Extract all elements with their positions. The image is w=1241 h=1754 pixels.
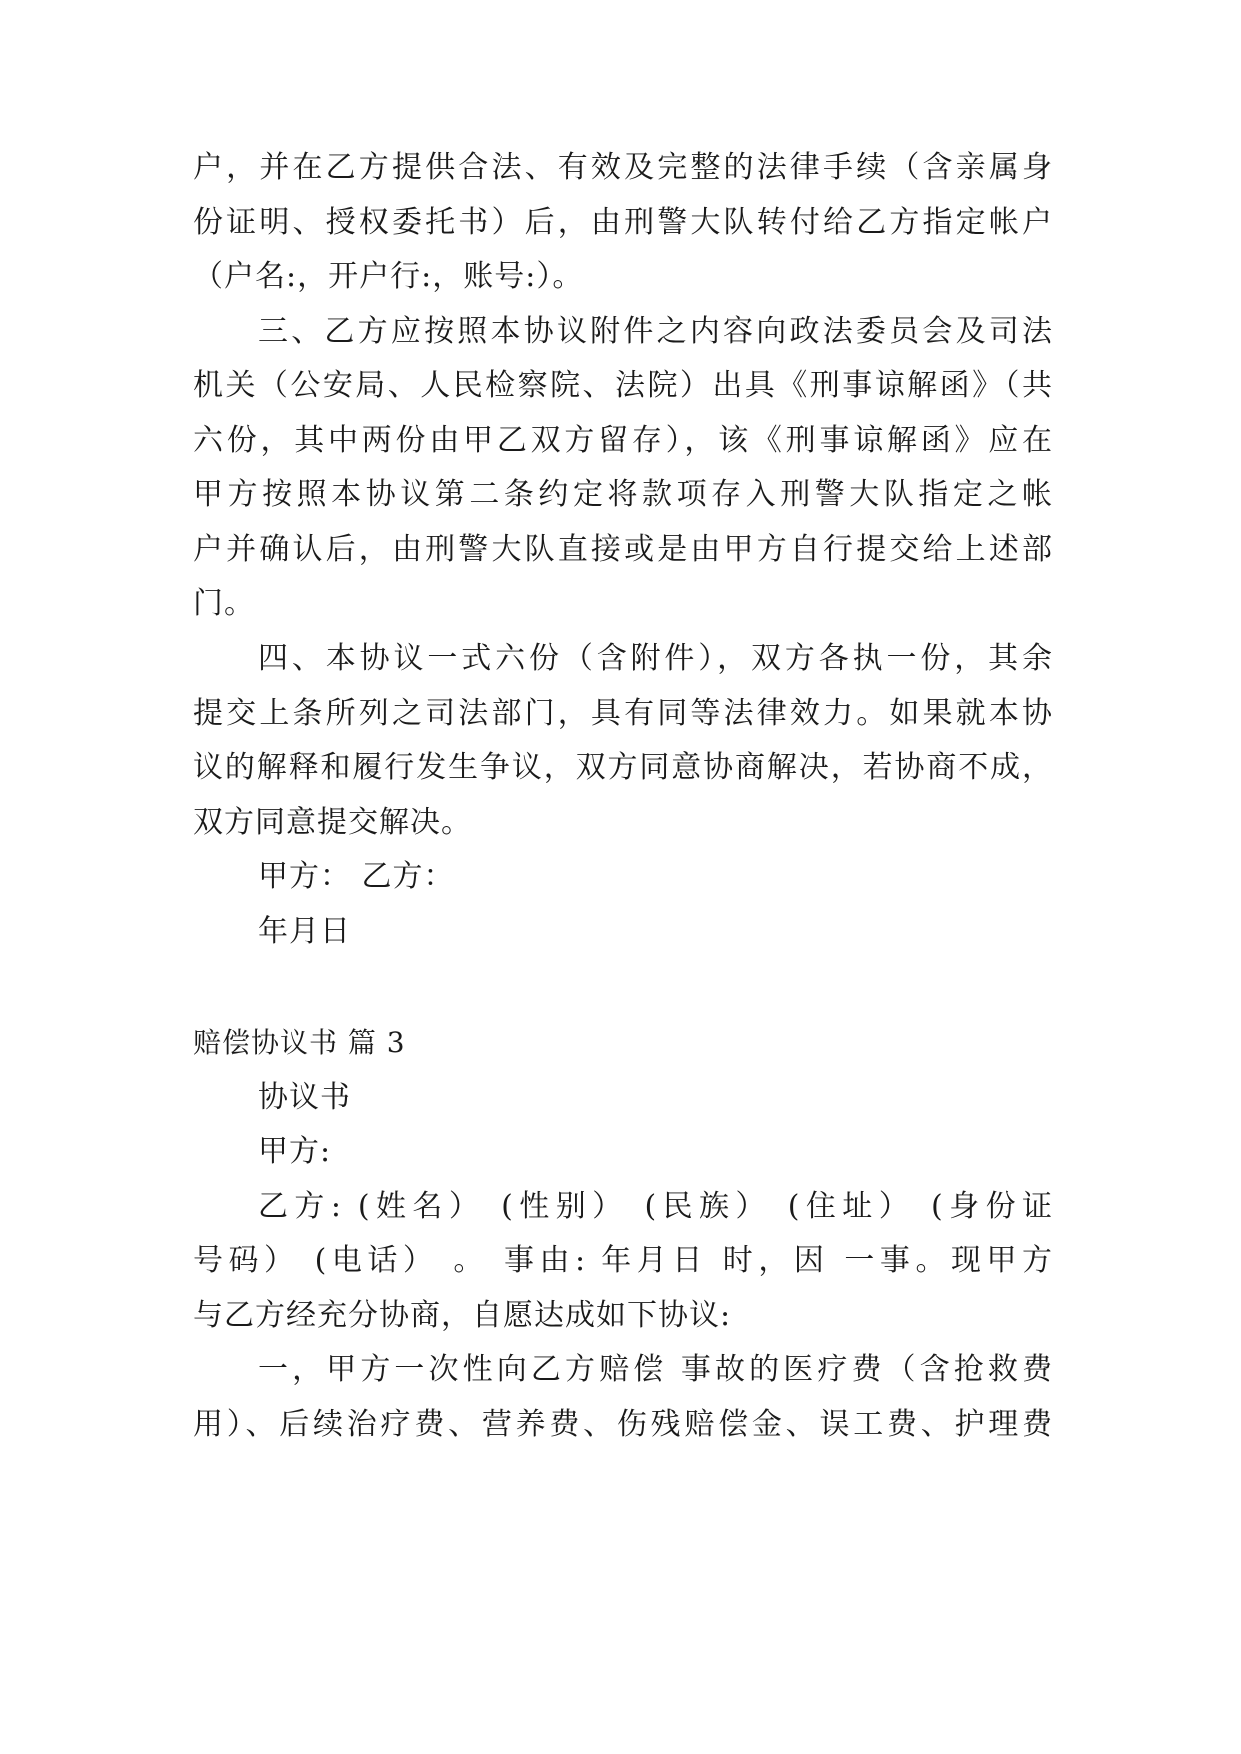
paragraph-line: 三、乙方应按照本协议附件之内容向政法委员会及司法 <box>258 314 1053 349</box>
paragraph-line: 一，甲方一次性向乙方赔偿 事故的医疗费（含抢救费 <box>258 1352 1053 1387</box>
party-b-line: 乙方: (姓名） (性别） (民族） (住址） (身份证 <box>258 1189 1053 1224</box>
paragraph-line: （户名:，开户行:，账号:）。 <box>193 259 584 294</box>
document-title: 协议书 <box>258 1080 351 1115</box>
paragraph-line: 份证明、授权委托书）后，由刑警大队转付给乙方指定帐户 <box>193 205 1053 240</box>
paragraph-line: 六份，其中两份由甲乙双方留存），该《刑事谅解函》应在 <box>193 423 1053 458</box>
paragraph-line: 与乙方经充分协商，自愿达成如下协议: <box>193 1298 732 1333</box>
paragraph-line: 门。 <box>193 586 255 621</box>
paragraph-line: 提交上条所列之司法部门，具有同等法律效力。如果就本协 <box>193 696 1053 731</box>
paragraph-line: 四、本协议一式六份（含附件），双方各执一份，其余 <box>258 641 1053 676</box>
paragraph-line: 户，并在乙方提供合法、有效及完整的法律手续（含亲属身 <box>193 150 1053 185</box>
signature-line: 甲方： 乙方： <box>258 859 455 894</box>
paragraph-line: 号码） (电话） 。 事由: 年月日 时，因 一事。现甲方 <box>193 1243 1053 1278</box>
party-a-line: 甲方: <box>258 1134 332 1169</box>
section-heading: 赔偿协议书 篇 3 <box>193 1026 406 1059</box>
paragraph-line: 机关（公安局、人民检察院、法院）出具《刑事谅解函》（共 <box>193 368 1053 403</box>
paragraph-line: 双方同意提交解决。 <box>193 805 472 840</box>
paragraph-line: 议的解释和履行发生争议，双方同意协商解决，若协商不成， <box>193 750 1053 785</box>
date-line: 年月日 <box>258 914 351 949</box>
paragraph-line: 甲方按照本协议第二条约定将款项存入刑警大队指定之帐 <box>193 477 1053 512</box>
paragraph-line: 户并确认后，由刑警大队直接或是由甲方自行提交给上述部 <box>193 532 1053 567</box>
paragraph-line: 用）、后续治疗费、营养费、伤残赔偿金、误工费、护理费 <box>193 1407 1053 1442</box>
